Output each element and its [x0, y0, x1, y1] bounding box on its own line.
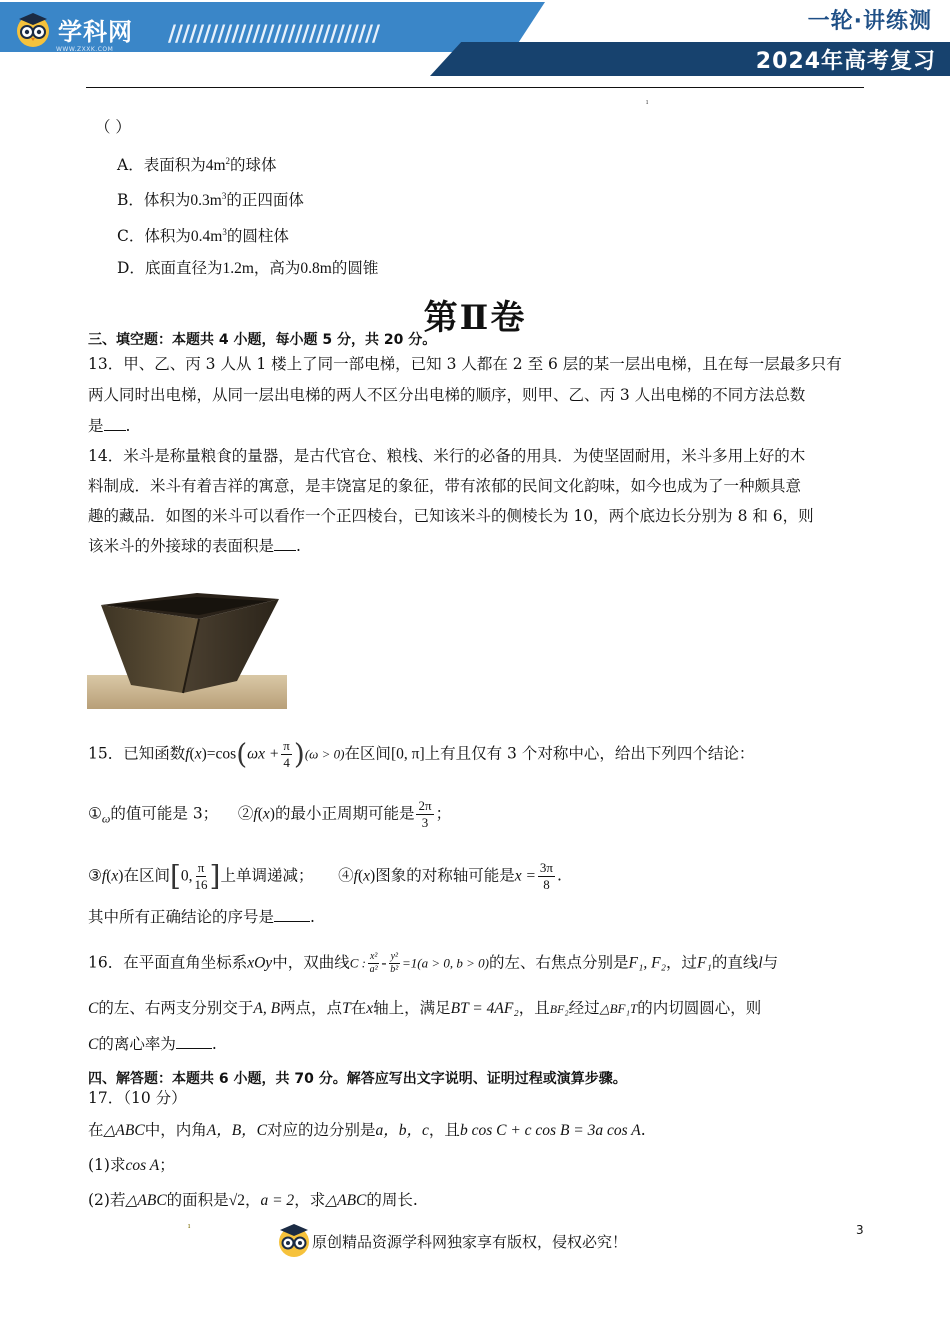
rice-measure-photo [87, 585, 287, 709]
part-title: 第Ⅱ卷 [423, 298, 527, 338]
answer-blank[interactable] [274, 536, 296, 551]
q15-conclusions-3-4: ③f(x)在区间[0, $\frac{\pi}{16}$ ]上单调递减； ④f(x)图象的对称轴可能是x = $\frac{3\pi}{8}$ . [88, 859, 562, 893]
q15-line1: 15．已知函数f(x)=cos(ωx + $\frac{\pi}{4}$ )(ω > 0)在区间[0, π]上有且仅有 3 个对称中心，给出下列四个结论： [88, 737, 755, 771]
copyright-notice: 原创精品资源学科网独家享有版权，侵权必究！ [312, 1233, 628, 1251]
q13-line2: 两人同时出电梯，从同一层出电梯的两人不区分出电梯的顺序，则甲、乙、丙 3 人出电梯的不同方法总数 [88, 386, 806, 404]
answer-blank[interactable] [104, 416, 126, 431]
q16-line1: 16．在平面直角坐标系xOy中，双曲线C : $\frac{\text{x²}}{\text{a²}}$ - $\frac{\text{y²}}{\text{b²}}$ =1(a > 0, b > 0)的左、右焦点分别是F₁, F₂，过F₁的直线l与 [88, 951, 779, 975]
q13-line3: 是 . [88, 417, 131, 435]
q17-part2: (2)若△ABC的面积是√2，a = 2，求△ABC的周长. [88, 1191, 418, 1209]
answer-blank[interactable] [274, 907, 310, 922]
q13-line1: 13．甲、乙、丙 3 人从 1 楼上了同一部电梯，已知 3 人都在 2 至 6 层的某一层出电梯，且在每一层最多只有 [88, 355, 842, 373]
option-b: B．体积为$0.3m^3$的正四面体 [117, 191, 304, 210]
q15-ask: 其中所有正确结论的序号是 . [88, 908, 315, 926]
answer-paren: （ ） [95, 118, 131, 136]
answer-blank[interactable] [176, 1034, 212, 1049]
q14-line3: 趣的藏品．如图的米斗可以看作一个正四棱台，已知该米斗的侧棱长为 10，两个底边长分别为 8 和 6，则 [88, 507, 814, 525]
owl-logo-icon [14, 10, 52, 48]
mark-tick: ı [188, 1222, 191, 1230]
page-footer [0, 1218, 950, 1258]
header-stripes: ////////////////////////////// [168, 22, 380, 47]
option-d: D．底面直径为1.2m，高为0.8m的圆锥 [117, 259, 379, 277]
header-rule [86, 87, 864, 88]
logo-url: WWW.ZXXK.COM [56, 46, 114, 53]
q16-line3: C的离心率为 . [88, 1035, 217, 1053]
q17-stem: 在△ABC中，内角A，B，C对应的边分别是a，b，c，且b cos C + c cos B = 3a cos A. [88, 1121, 646, 1139]
header-year-label: 2024年高考复习 [755, 49, 936, 74]
q14-line1: 14．米斗是称量粮食的量器，是古代官仓、粮栈、米行的必备的用具．为使坚固耐用，米斗多用上好的木 [88, 447, 806, 465]
page-number: 3 [856, 1223, 864, 1237]
q17-part1: (1)求cos A； [88, 1156, 175, 1174]
q17-header: 17．（10 分） [88, 1089, 187, 1107]
option-c: C．体积为$0.4m^3$的圆柱体 [117, 227, 289, 246]
section4-heading: 四、解答题：本题共 6 小题，共 70 分。解答应写出文字说明、证明过程或演算步骤。 [88, 1071, 627, 1087]
header-subtitle: 一轮·讲练测 [807, 9, 932, 34]
section3-heading: 三、填空题：本题共 4 小题，每小题 5 分，共 20 分。 [88, 332, 437, 348]
q16-line2: C的左、右两支分别交于A, B两点，点T在x轴上，满足BT = 4AF₂，且BF₂经过△BF₁T的内切圆圆心，则 [88, 999, 762, 1017]
mark-tick: ı [646, 98, 649, 106]
q14-line2: 料制成．米斗有着吉祥的寓意，是丰饶富足的象征，带有浓郁的民间文化韵味，如今也成为了一种颇具意 [88, 477, 802, 495]
q15-conclusions-1-2: $①_\omega$的值可能是 3； ②f(x)的最小正周期可能是 $\frac{2\pi}{3}$ ； [88, 798, 452, 830]
option-a: A．表面积为$4m^2$的球体 [117, 156, 277, 175]
owl-footer-icon [276, 1220, 312, 1258]
site-logo[interactable] [14, 10, 133, 48]
logo-text: 学科网 [58, 17, 133, 46]
q14-line4: 该米斗的外接球的表面积是 . [88, 537, 301, 555]
page-header [0, 0, 950, 76]
